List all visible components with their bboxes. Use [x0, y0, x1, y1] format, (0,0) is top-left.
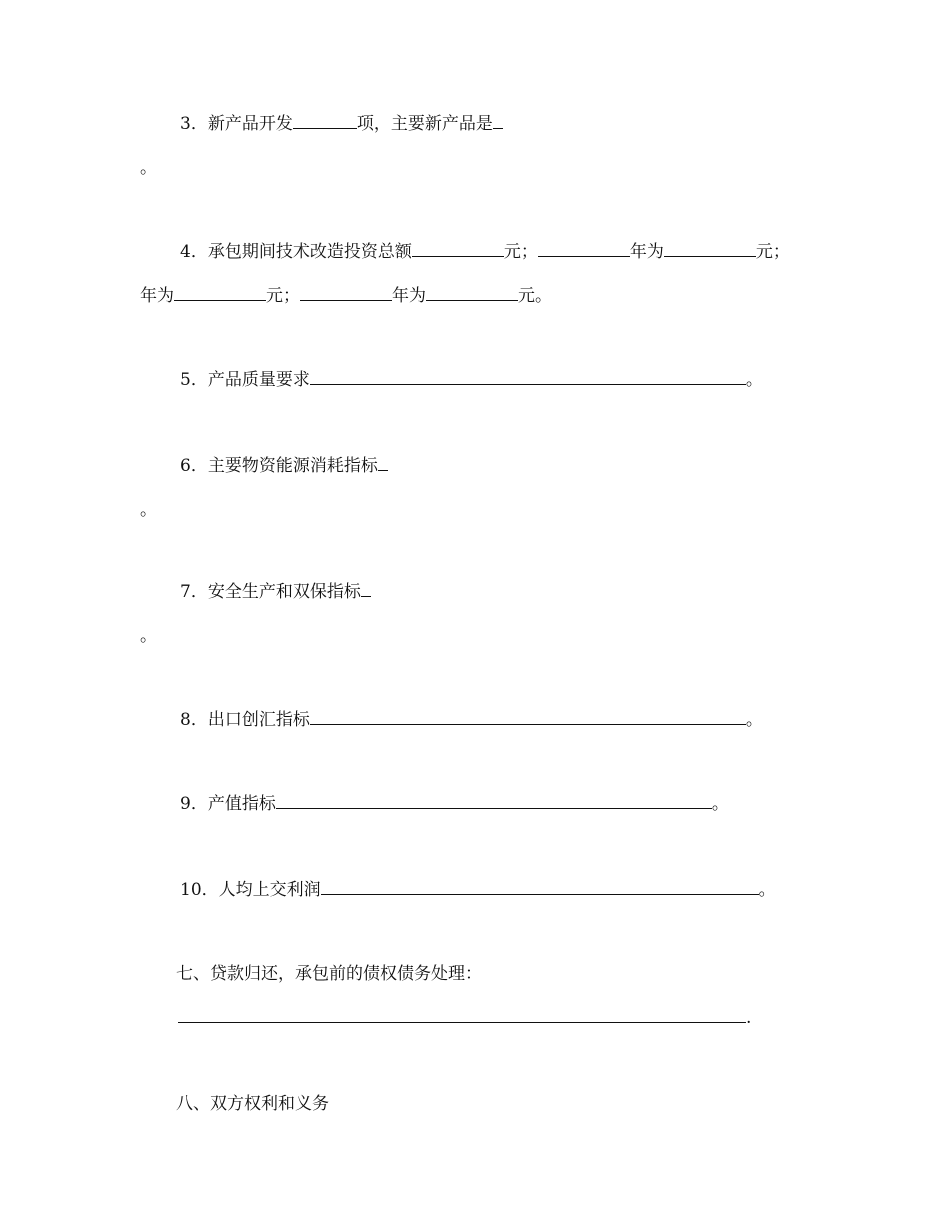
item-5-tail: 。 — [745, 370, 763, 390]
item-4-yuan-end: 元。 — [518, 286, 552, 306]
item-4-amount2-blank[interactable] — [174, 284, 266, 301]
item-3-middle: 项，主要新产品是 — [356, 114, 493, 134]
section-8-heading-line — [176, 1092, 329, 1116]
item-4-yuan-3: 元； — [266, 286, 300, 306]
item-4-year1-blank[interactable] — [538, 240, 630, 257]
item-7-tail: 。 — [140, 626, 157, 646]
item-4-amount3-blank[interactable] — [426, 284, 518, 301]
item-10-tail: 。 — [758, 880, 776, 900]
item-6-tail: 。 — [140, 500, 157, 520]
item-4-prefix: 4．承包期间技术改造投资总额 — [180, 242, 412, 262]
section-7-heading-line — [176, 962, 482, 986]
item-6-line — [180, 454, 388, 478]
item-4-yuan-1: 元； — [503, 242, 538, 262]
item-9-blank[interactable] — [276, 792, 712, 809]
item-5-line — [180, 368, 763, 392]
item-3-prefix: 3．新产品开发 — [180, 114, 293, 134]
item-4-yuan-2: 元； — [755, 242, 790, 262]
section-7-blank-line — [178, 1006, 751, 1030]
item-7-blank[interactable] — [361, 580, 371, 597]
item-6-blank[interactable] — [378, 454, 388, 471]
item-3-line — [180, 112, 503, 136]
item-7-end — [140, 624, 157, 648]
item-8-tail: 。 — [745, 710, 763, 730]
item-4-year-for-2: 年为 — [140, 286, 174, 306]
item-3-products-blank[interactable] — [493, 112, 503, 129]
section-7-tail: . — [746, 1008, 752, 1028]
item-10-line — [180, 878, 776, 902]
item-4-total-blank[interactable] — [412, 240, 504, 257]
item-4-year-for-1: 年为 — [629, 242, 664, 262]
section-7-blank[interactable] — [178, 1006, 746, 1023]
item-6-prefix: 6．主要物资能源消耗指标 — [180, 456, 378, 476]
section-7-heading: 七、贷款归还，承包前的债权债务处理： — [176, 964, 482, 984]
item-10-prefix: 10．人均上交利润 — [180, 880, 321, 900]
item-4-line1 — [180, 240, 790, 264]
item-6-end — [140, 498, 157, 522]
item-8-line — [180, 708, 763, 732]
item-8-prefix: 8．出口创汇指标 — [180, 710, 310, 730]
item-4-year-for-3: 年为 — [392, 286, 426, 306]
item-9-prefix: 9．产值指标 — [180, 794, 276, 814]
item-8-blank[interactable] — [310, 708, 746, 725]
item-4-line2 — [140, 284, 552, 308]
item-7-line — [180, 580, 371, 604]
item-4-amount1-blank[interactable] — [664, 240, 756, 257]
item-10-blank[interactable] — [321, 878, 759, 895]
item-9-tail: 。 — [711, 794, 729, 814]
item-7-prefix: 7．安全生产和双保指标 — [180, 582, 361, 602]
item-3-tail: 。 — [140, 158, 157, 178]
item-5-blank[interactable] — [310, 368, 746, 385]
item-5-prefix: 5．产品质量要求 — [180, 370, 310, 390]
section-8-heading: 八、双方权利和义务 — [176, 1094, 329, 1114]
item-3-end — [140, 156, 157, 180]
item-4-year3-blank[interactable] — [300, 284, 392, 301]
item-3-count-blank[interactable] — [293, 112, 357, 129]
item-9-line — [180, 792, 729, 816]
